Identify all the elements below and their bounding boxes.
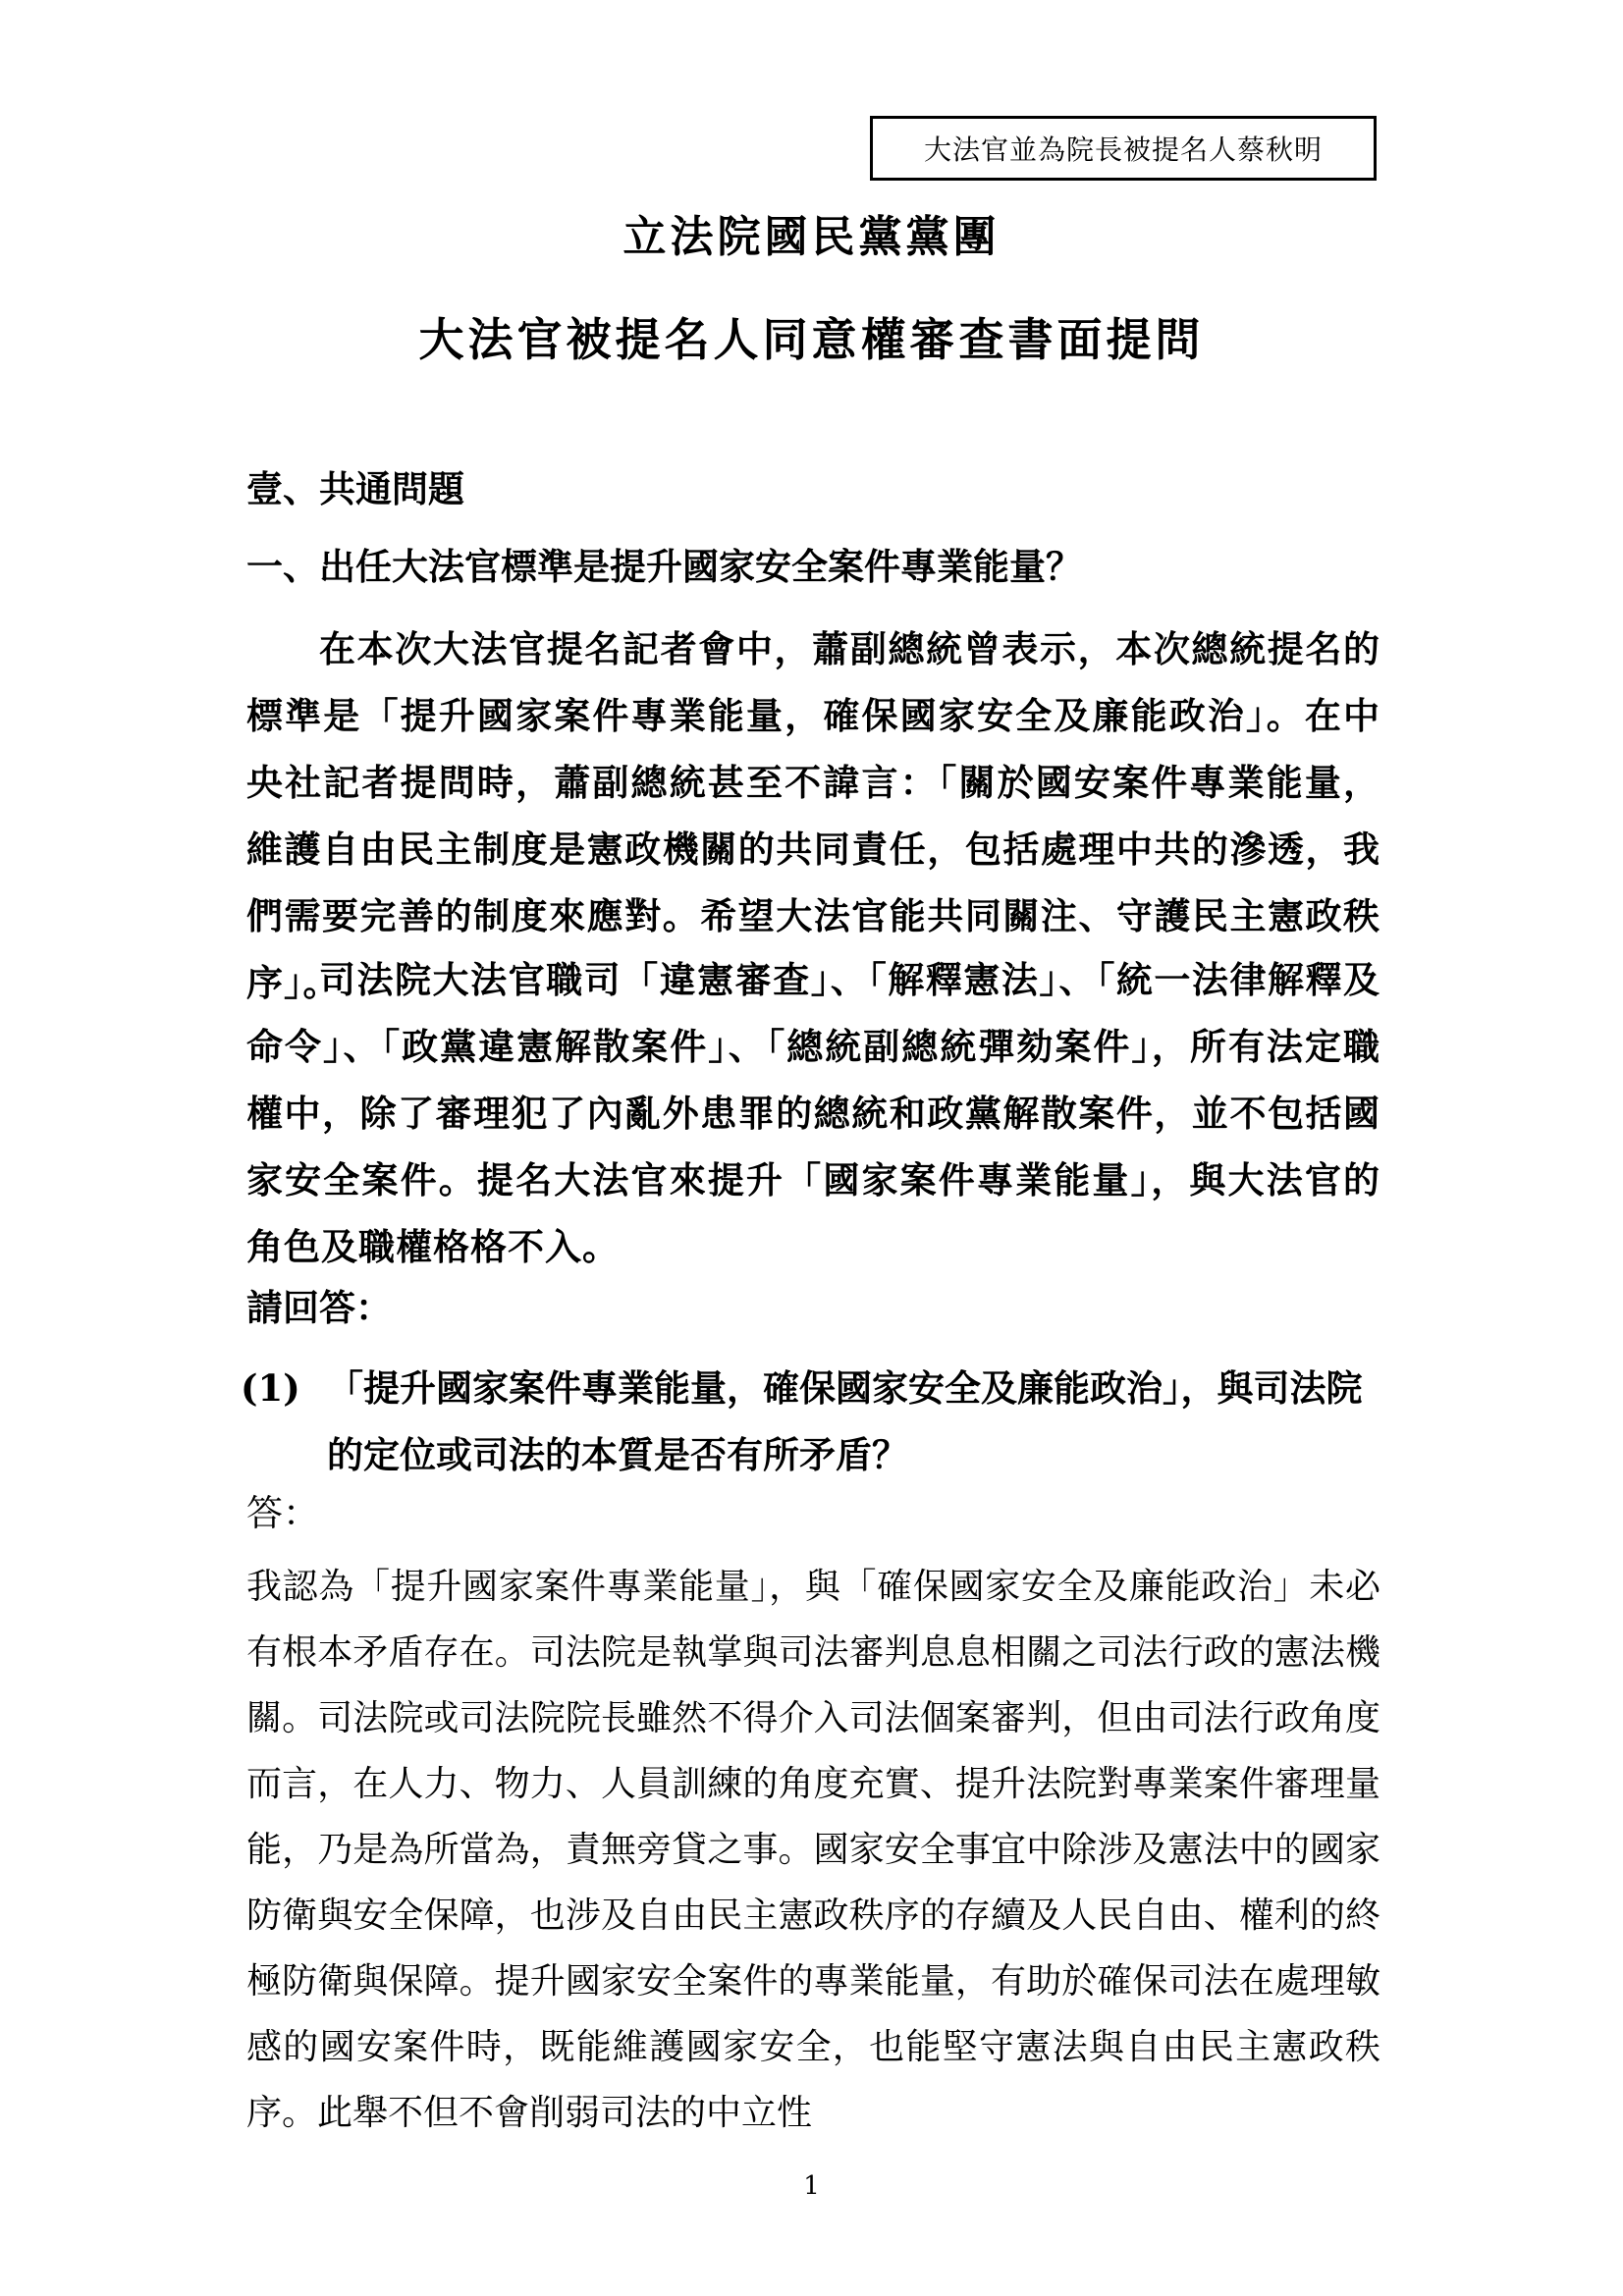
- please-answer-label: 請回答：: [246, 1286, 392, 1329]
- page-number: 1: [803, 2171, 820, 2201]
- paragraph-2: 司法院大法官職司「違憲審查」、「解釋憲法」、「統一法律解釋及命令」、「政黨違憲解散案件」、「總統副總統彈劾案件」，所有法定職權中，除了審理犯了內亂外患罪的總統和政黨解散案件，並不包括國家安全案件。提名大法官來提升「國家案件專業能量」，與大法官的角色及職權格格不入。: [246, 958, 1380, 1268]
- question-1: [241, 1355, 1384, 1488]
- nominee-label: 大法官並為院長被提名人蔡秋明: [923, 133, 1323, 166]
- question-1-number: (1): [241, 1366, 300, 1410]
- question-heading: 一、出任大法官標準是提升國家安全案件專業能量？: [246, 545, 1082, 588]
- answer-label: 答：: [246, 1492, 319, 1534]
- question-1-text: 「提升國家案件專業能量，確保國家安全及廉能政治」，與司法院的定位或司法的本質是否有所矛盾？: [327, 1366, 1363, 1476]
- answer-text: 我認為「提升國家案件專業能量」，與「確保國家安全及廉能政治」未必有根本矛盾存在。司法院是執掌與司法審判息息相關之司法行政的憲法機關。司法院或司法院院長雖然不得介入司法個案審判，但由司法行政角度而言，在人力、物力、人員訓練的角度充實、提升法院對專業案件審理量能，乃是為所當為，責無旁貸之事。國家安全事宜中除涉及憲法中的國家防衛與安全保障，也涉及自由民主憲政秩序的存續及人民自由、權利的終極防衛與保障。提升國家安全案件的專業能量，有助於確保司法在處理敏感的國安案件時，既能維護國家安全，也能堅守憲法與自由民主憲政秩序。此舉不但不會削弱司法的中立性: [246, 1567, 1380, 2133]
- document-title-subject: 大法官被提名人同意權審查書面提問: [418, 313, 1205, 366]
- paragraph-1: 在本次大法官提名記者會中，蕭副總統曾表示，本次總統提名的標準是「提升國家案件專業能量，確保國家安全及廉能政治」。在中央社記者提問時，蕭副總統甚至不諱言：「關於國安案件專業能量，維護自由民主制度是憲政機關的共同責任，包括處理中共的滲透，我們需要完善的制度來應對。希望大法官能共同關注、守護民主憲政秩序」。: [246, 627, 1380, 1004]
- section-heading: 壹、共通問題: [246, 467, 464, 510]
- document-title-caucus: 立法院國民黨黨團: [622, 212, 1001, 262]
- nominee-label-box: [870, 116, 1377, 181]
